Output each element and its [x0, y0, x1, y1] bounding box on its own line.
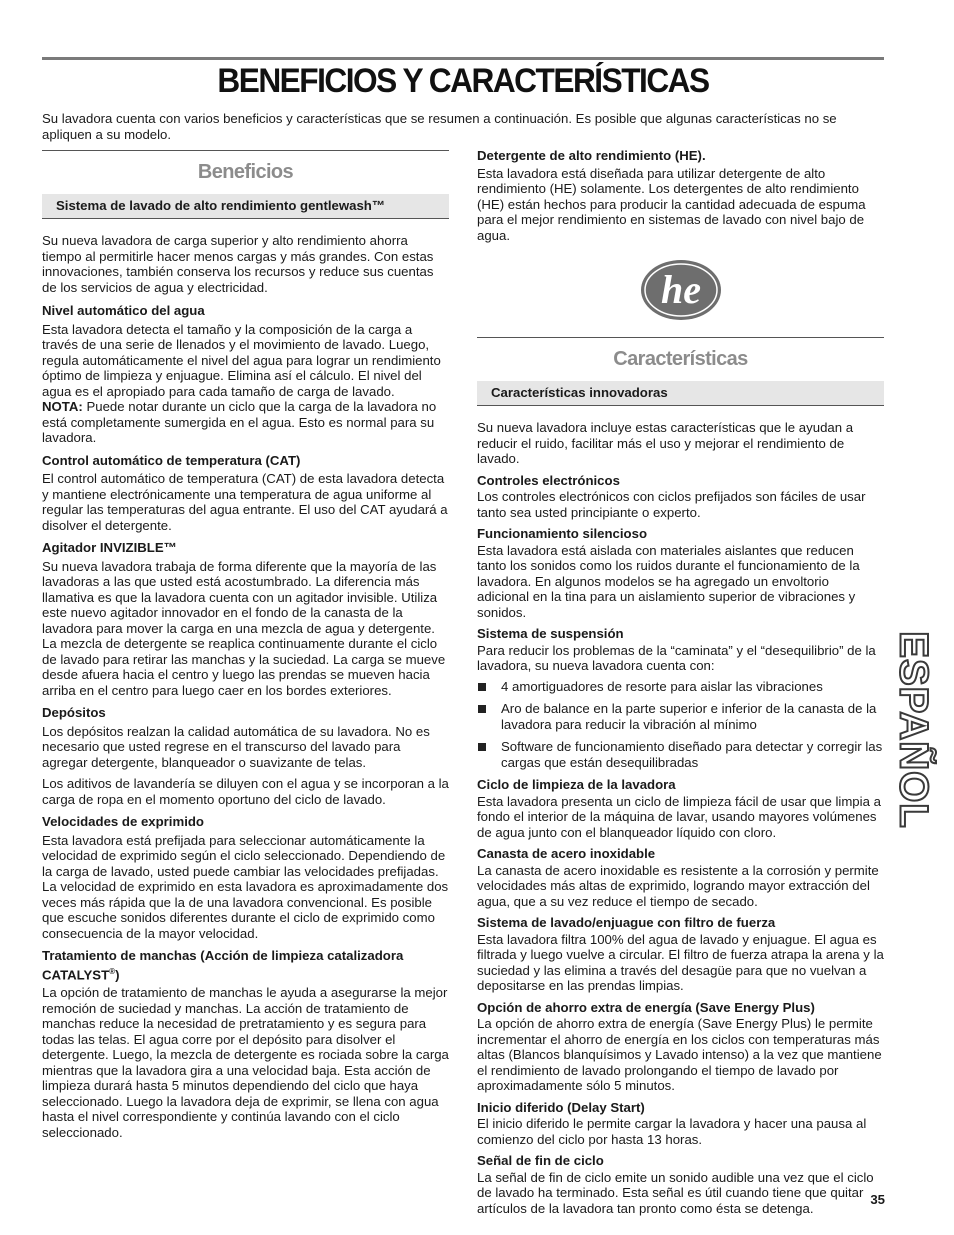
body-cat: El control automático de temperatura (CAT) de esta lavadora detecta y mantiene electrónicamente una temperatura de agua uniforme al regular las temperaturas del agua entrante. El uso del CAT ayudará a disolver el detergente.	[42, 471, 448, 533]
he-logo-icon	[638, 257, 724, 323]
heading-velocidades: Velocidades de exprimido	[42, 814, 204, 829]
body-nivel: Esta lavadora detecta el tamaño y la composición de la carga a través de una serie de llenados y el movimiento de lavado. Luego, regula automáticamente el nivel del agua para lograr un rendimiento óptimo de limpieza y enjuague. Elimina así el cálculo. El nivel del agua es el apropiado para cada tamaño de carga de lavado.	[42, 321, 441, 399]
body-depositos-1: Los depósitos realzan la calidad automática de su lavadora. No es necesario que usted regrese en el transcurso del lavado para agregar detergente, blanqueador o suavizante de telas.	[42, 723, 430, 770]
left-column	[42, 150, 449, 1140]
bullet-square-icon	[478, 683, 486, 691]
language-side-tab	[891, 630, 936, 830]
heading-diferido: Inicio diferido (Delay Start)	[477, 1099, 645, 1115]
body-depositos-2: Los aditivos de lavandería se diluyen con el agua y se incorporan a la carga de ropa en el momento oportuno del ciclo de lavado.	[42, 776, 449, 807]
list-item-text: Software de funcionamiento diseñado para detectar y corregir las cargas que están desequilibradas	[501, 739, 883, 770]
list-item	[477, 679, 884, 695]
body-limpieza: Esta lavadora presenta un ciclo de limpieza fácil de usar que limpia a fondo el interior de la máquina de lavar, usando mayores volúmenes de agua junto con el blanqueador líquido con cloro.	[477, 793, 881, 840]
body-fin: La señal de fin de ciclo emite un sonido audible una vez que el ciclo de lavado ha terminado. Esta señal es útil cuando tiene que quitar artículos de la lavadora tan pronto como ésta se detenga.	[477, 1169, 874, 1216]
body-detergente: Esta lavadora está diseñada para utilizar detergente de alto rendimiento (HE) solamente. Los detergentes de alto rendimiento (HE) están hechos para producir la cantidad adecuada de espuma para el mejor rendimiento en sistemas de lavado con nivel bajo de agua.	[477, 165, 866, 243]
heading-filtro: Sistema de lavado/enjuague con filtro de fuerza	[477, 915, 776, 930]
subhead-innovadoras: Características innovadoras	[477, 381, 884, 406]
page-title: BENEFICIOS Y CARACTERÍSTICAS	[217, 62, 709, 100]
body-diferido: El inicio diferido le permite cargar la lavadora y hacer una pausa al comienzo del ciclo por hasta 13 horas.	[477, 1116, 867, 1147]
right-column	[477, 148, 884, 1216]
section-title-beneficios: Beneficios	[197, 161, 294, 183]
heading-energia: Opción de ahorro extra de energía (Save Energy Plus)	[477, 999, 815, 1015]
heading-detergente: Detergente de alto rendimiento (HE).	[477, 148, 706, 163]
subhead-gentlewash: Sistema de lavado de alto rendimiento gentlewash™	[42, 194, 449, 219]
note-nivel	[42, 399, 449, 446]
body-filtro: Esta lavadora filtra 100% del agua de lavado y enjuague. El agua es filtrada y luego vuelve a circular. El filtro de fuerza atrapa la arena y la suciedad y las elimina a través del desagüe para que no vuelvan a depositarse en las prendas limpias.	[477, 931, 884, 993]
heading-fin: Señal de fin de ciclo	[477, 1153, 604, 1168]
heading-nivel: Nivel automático del agua	[42, 303, 205, 318]
body-canasta: La canasta de acero inoxidable es resistente a la corrosión y permite velocidades más altas de exprimido, logrando mayor extracción del agua, que a su vez reduce el tiempo de secado.	[477, 862, 879, 909]
heading-manchas	[42, 948, 449, 982]
registered-mark: ®	[109, 966, 116, 976]
heading-manchas-end: )	[115, 966, 120, 982]
gentlewash-intro: Su nueva lavadora de carga superior y alto rendimiento ahorra tiempo al permitirle hacer menos cargas y más grandes. Con estas innovaciones, también conserva los recursos y reduce sus cuentas de los servicios de agua y electricidad.	[42, 233, 434, 295]
note-text: Puede notar durante un ciclo que la carga de la lavadora no está completamente sumergida en el agua. Esto es normal para su lavadora.	[42, 399, 437, 445]
list-item	[477, 701, 884, 732]
list-item-text: 4 amortiguadores de resorte para aislar las vibraciones	[501, 678, 823, 694]
bullet-square-icon	[478, 705, 486, 713]
section-title-caracteristicas: Características	[613, 348, 748, 370]
heading-silencioso: Funcionamiento silencioso	[477, 526, 647, 541]
he-logo	[477, 257, 884, 323]
heading-agitador: Agitador INVIZIBLE™	[42, 540, 177, 555]
bullet-square-icon	[478, 743, 486, 751]
heading-cat: Control automático de temperatura (CAT)	[42, 452, 301, 468]
body-agitador: Su nueva lavadora trabaja de forma diferente que la mayoría de las lavadoras a las que usted está acostumbrado. La diferencia más llamativa es que la lavadora cuenta con un agitador invisible. Utiliza este nuevo agitador innovador en el fondo de la canasta de la lavadora para mover la carga en una mezcla de agua y detergente. La mezcla de detergente se reaplica continuamente durante el ciclo de lavado para retirar las manchas y la suciedad. La carga se mueve desde afuera hacia el centro y luego las prendas se mueven hacia arriba en el centro para luego caer en los bordes exteriores.	[42, 558, 446, 698]
heading-limpieza: Ciclo de limpieza de la lavadora	[477, 777, 676, 792]
page-number: 35	[870, 1192, 885, 1207]
heading-canasta: Canasta de acero inoxidable	[477, 846, 656, 861]
body-silencioso: Esta lavadora está aislada con materiales aislantes que reducen tanto los sonidos como los ruidos durante el funcionamiento de la lavadora. En algunos modelos se ha agregado un envoltorio adicional en la tina para un aislamiento superior de vibraciones y sonidos.	[477, 542, 860, 620]
section-rule	[42, 150, 449, 151]
list-item-text: Aro de balance en la parte superior e inferior de la canasta de la lavadora para reducir la vibración al mínimo	[501, 701, 877, 732]
he-logo-text: he	[660, 267, 701, 312]
body-controles: Los controles electrónicos con ciclos prefijados son fáciles de usar tanto sea usted principiante o experto.	[477, 489, 866, 520]
language-side-tab-text: ESPAÑOL	[891, 631, 936, 829]
innovadoras-intro: Su nueva lavadora incluye estas características que le ayudan a reducir el ruido, facilitar más el uso y mejorar el rendimiento de lavado.	[477, 420, 854, 466]
heading-suspension: Sistema de suspensión	[477, 626, 624, 641]
heading-depositos: Depósitos	[42, 705, 106, 720]
suspension-list	[477, 679, 884, 771]
heading-manchas-text: Tratamiento de manchas (Acción de limpieza catalizadora CATALYST	[42, 948, 404, 982]
body-suspension: Para reducir los problemas de la “caminata” y el “desequilibrio” de la lavadora, su nueva lavadora cuenta con:	[477, 642, 876, 673]
body-velocidades: Esta lavadora está prefijada para seleccionar automáticamente la velocidad de exprimido según el ciclo seleccionado. Dependiendo de la carga de lavado, usted puede cambiar las velocidades prefijadas. La velocidad de exprimido en esta lavadora es aproximadamente dos veces más rápida que la de una lavadora convencional. Es posible que escuche sonidos diferentes durante el ciclo de exprimido como consecuencia de la mayor velocidad.	[42, 832, 449, 941]
list-item	[477, 739, 884, 770]
heading-controles: Controles electrónicos	[477, 472, 620, 488]
top-rule	[42, 57, 884, 60]
intro-paragraph: Su lavadora cuenta con varios beneficios y características que se resumen a continuación. Es posible que algunas características no se apliquen a su modelo.	[42, 111, 837, 142]
note-label: NOTA:	[42, 399, 83, 414]
body-energia: La opción de ahorro extra de energía (Save Energy Plus) le permite incrementar el ahorro de energía en los ciclos con temperaturas más altas (Blancos blanquísimos y Lavado intenso) a la vez que mantiene el rendimiento de lavado prolongando el tiempo de lavado por aproximadamente sólo 5 minutos.	[477, 1016, 882, 1093]
section-rule	[477, 337, 884, 338]
body-manchas: La opción de tratamiento de manchas le ayuda a asegurarse la mejor remoción de suciedad y manchas. La acción de tratamiento de manchas reduce la necesidad de pretratamiento y es segura para todas las telas. El agua corre por el depósito para disolver el detergente. Luego, la mezcla de detergente es rociada sobre la carga mientras que la lavadora gira a una velocidad baja. Esta acción de limpieza durará hasta 5 minutos dependiendo del ciclo que haya seleccionado. Luego la lavadora deja de exprimir, se llena con agua hasta el nivel correspondiente y continúa lavando con el ciclo seleccionado.	[42, 985, 449, 1140]
